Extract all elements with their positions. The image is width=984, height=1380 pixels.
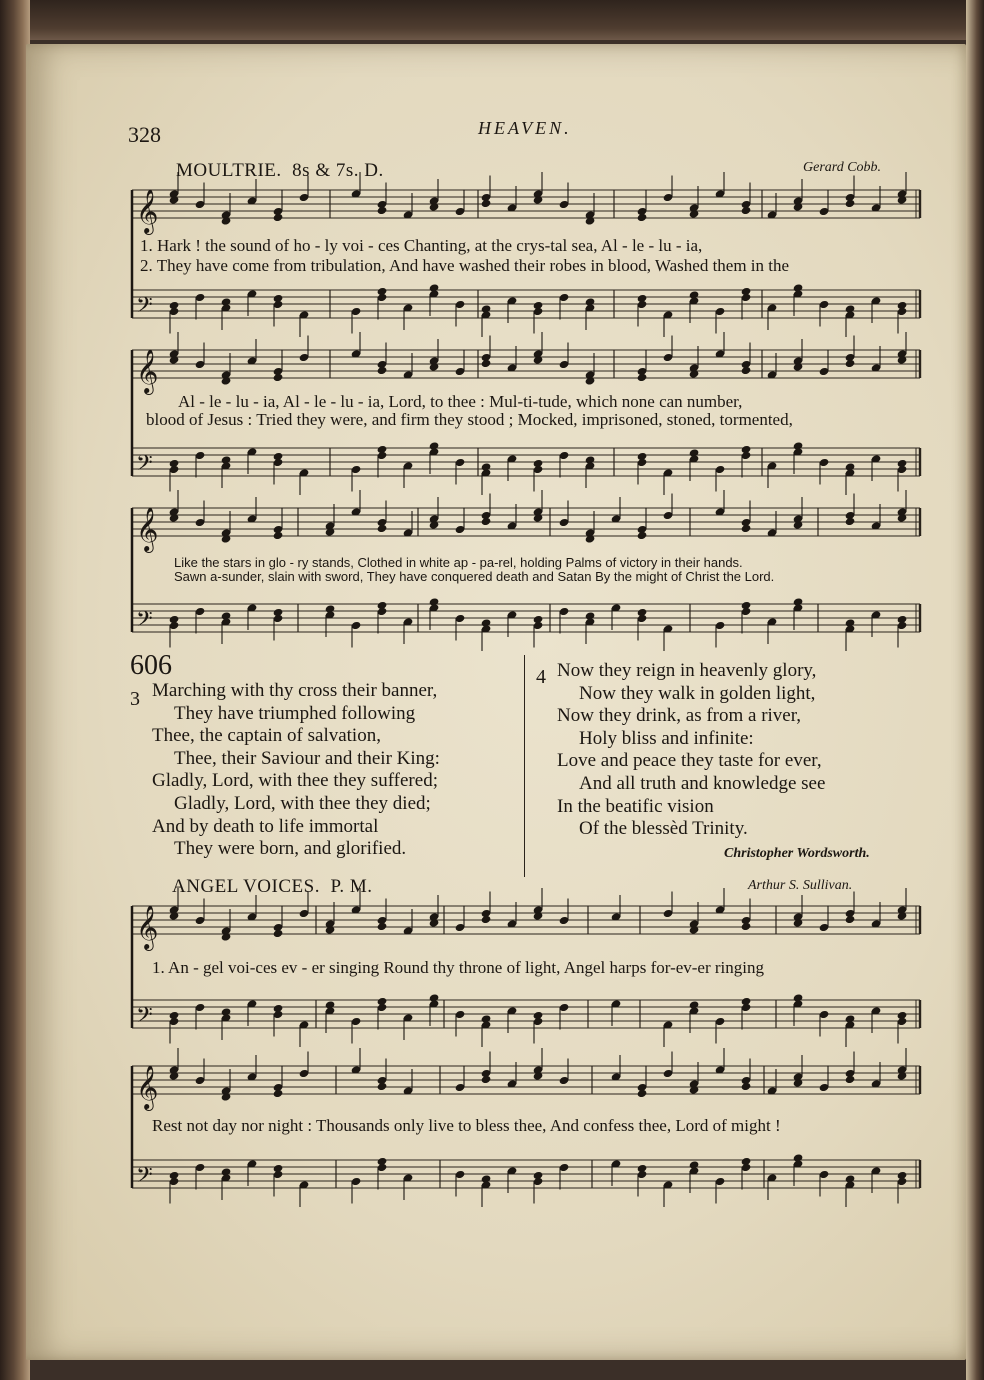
page-number: 328 <box>128 122 161 147</box>
tune2-lyric-line: 1. An - gel voi-ces ev - er singing Round thy throne of light, Angel harps for-ev-er ringing <box>152 958 764 977</box>
svg-text:𝄞: 𝄞 <box>136 905 159 949</box>
verse-line: And by death to life immortal <box>152 815 379 837</box>
tune1-lyric-line: 2. They have come from tribulation, And have washed their robes in blood, Washed them in the <box>140 256 790 275</box>
svg-text:𝄢: 𝄢 <box>136 607 153 637</box>
verse-line: And all truth and knowledge see <box>579 772 826 794</box>
tune1-composer: Gerard Cobb. <box>803 160 882 175</box>
tune1-lyric-line: 1. Hark ! the sound of ho - ly voi - ces Chanting, at the crys-tal sea, Al - le - lu - ia, <box>140 236 703 255</box>
tune1-meter: 8s & 7s. D. <box>292 160 384 181</box>
verse-line: Now they walk in golden light, <box>579 682 816 704</box>
verse-line: They were born, and glorified. <box>174 838 407 860</box>
verse-line: Gladly, Lord, with thee they suffered; <box>152 770 438 792</box>
svg-text:𝄢: 𝄢 <box>136 293 153 323</box>
tune2-composer: Arthur S. Sullivan. <box>748 878 853 893</box>
column-divider <box>524 655 525 877</box>
running-head: HEAVEN. <box>478 118 572 138</box>
tune2-title <box>172 876 373 898</box>
svg-text:𝄞: 𝄞 <box>136 349 159 393</box>
verse-line: They have triumphed following <box>174 702 416 724</box>
verse-line: Love and peace they taste for ever, <box>557 750 822 772</box>
svg-text:𝄞: 𝄞 <box>136 189 159 233</box>
tune1-lyric-line: Sawn a-sunder, slain with sword, They have conquered death and Satan By the might of Christ the Lord. <box>174 569 775 584</box>
hymn-author: Christopher Wordsworth. <box>724 846 870 861</box>
tune1-title <box>176 160 384 182</box>
verse-line: Marching with thy cross their banner, <box>152 680 438 701</box>
verse-line: Now they reign in heavenly glory, <box>557 660 817 681</box>
verse-line: Now they drink, as from a river, <box>557 705 802 727</box>
svg-text:𝄢: 𝄢 <box>136 1003 153 1033</box>
tune1-name: MOULTRIE. <box>176 160 282 181</box>
verse-line: In the beatific vision <box>557 795 714 817</box>
tune2-meter: P. M. <box>330 876 373 897</box>
tune1-lyric-line: blood of Jesus : Tried they were, and firm they stood ; Mocked, imprisoned, stoned, tormented, <box>146 410 793 429</box>
verse-line: Gladly, Lord, with thee they died; <box>174 792 431 814</box>
tune2-name: ANGEL VOICES. <box>172 876 320 897</box>
svg-text:𝄢: 𝄢 <box>136 1163 153 1193</box>
verse4-number: 4 <box>536 666 546 688</box>
tune1-lyric-line: Al - le - lu - ia, Al - le - lu - ia, Lord, to thee : Mul-ti-tude, which none can number, <box>178 392 743 411</box>
verse-line: Of the blessèd Trinity. <box>579 818 748 840</box>
verse3-number: 3 <box>130 688 140 710</box>
hymn-number: 606 <box>130 650 172 681</box>
verse-line: Thee, their Saviour and their King: <box>174 747 440 769</box>
svg-text:𝄞: 𝄞 <box>136 1065 159 1109</box>
verse3-text <box>152 680 440 861</box>
tune2-lyric-line: Rest not day nor night : Thousands only live to bless thee, And confess thee, Lord of might ! <box>152 1116 781 1135</box>
tune1-lyric-line: Like the stars in glo - ry stands, Clothed in white ap - pa-rel, holding Palms of victory in their hands. <box>174 555 743 570</box>
verse-line: Thee, the captain of salvation, <box>152 725 381 747</box>
svg-text:𝄞: 𝄞 <box>136 507 159 551</box>
svg-text:𝄢: 𝄢 <box>136 451 153 481</box>
verse-line: Holy bliss and infinite: <box>579 727 754 749</box>
verse4-text <box>557 660 825 841</box>
